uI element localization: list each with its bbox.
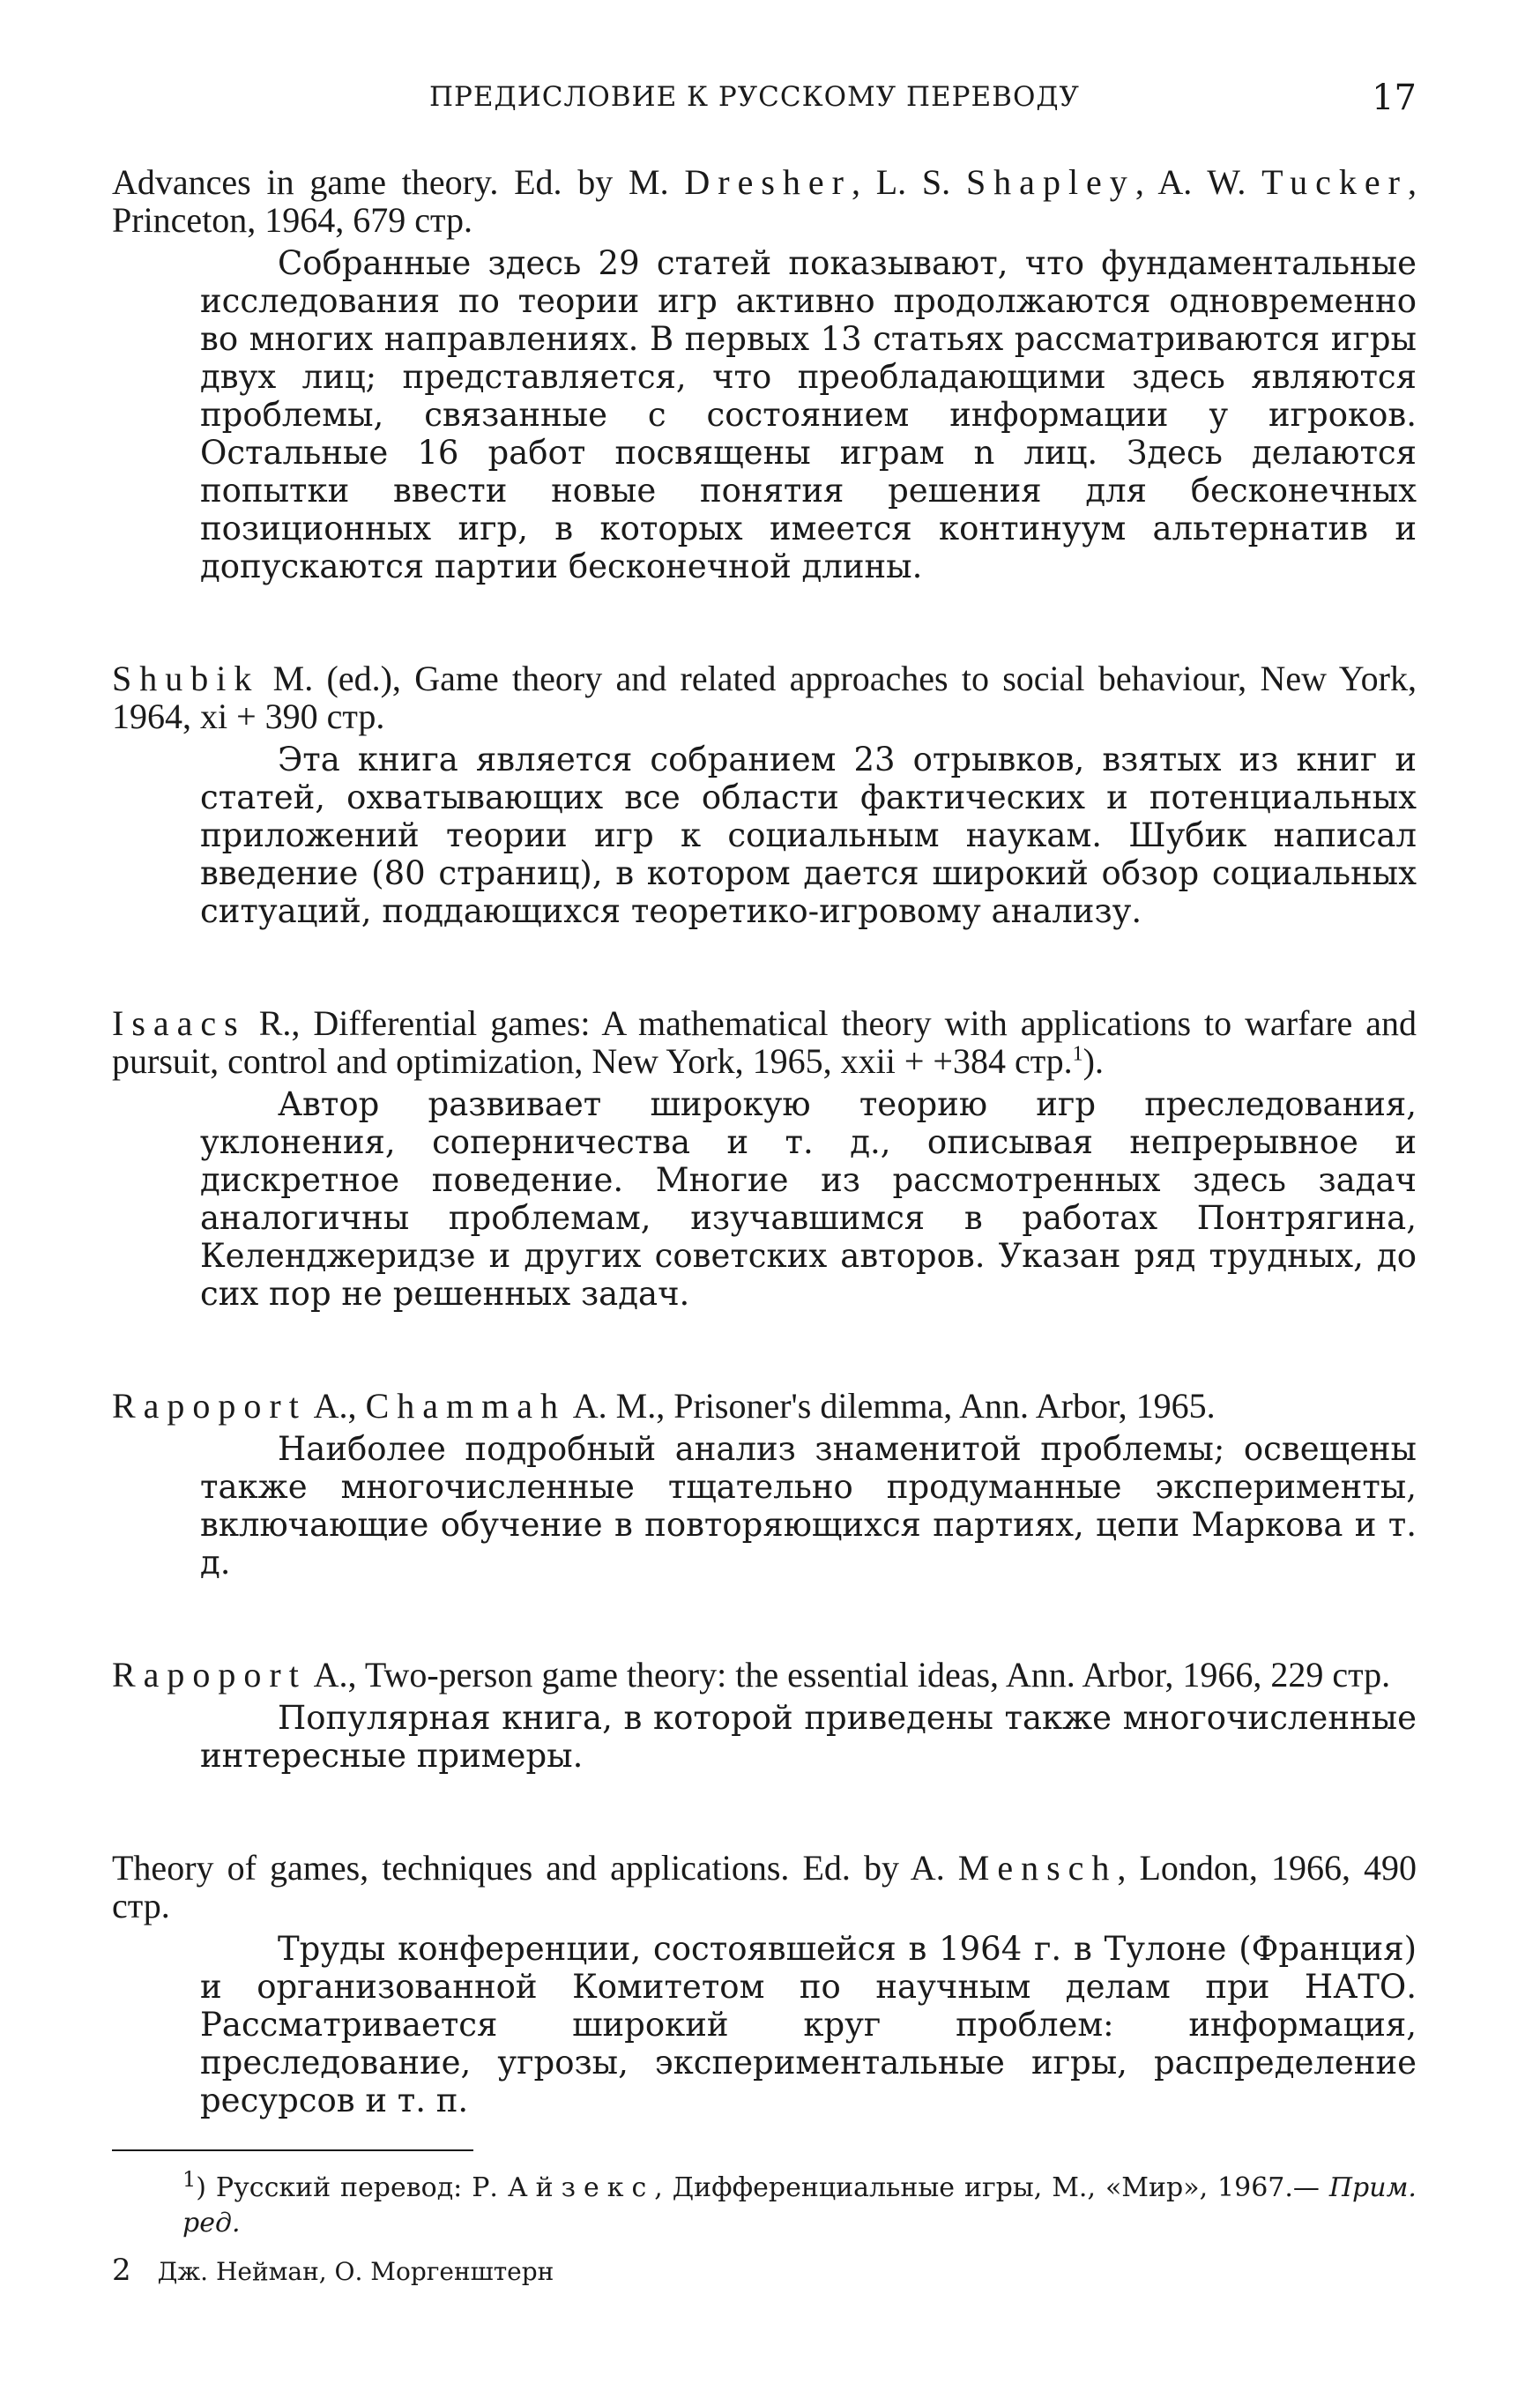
signature-text: Дж. Нейман, О. Моргенштерн <box>157 2257 554 2286</box>
footnote-marker: 1 <box>1072 1042 1083 1066</box>
entry-citation: Shubik M. (ed.), Game theory and related approaches to social behaviour, New York, 1964, xi + 390 стр. <box>112 659 1417 736</box>
spaced-author: Rapoport <box>112 1655 307 1695</box>
bibliography-entry <box>112 1656 1417 1775</box>
page-number: 17 <box>1372 78 1417 118</box>
spaced-author: Айзекс <box>507 2172 655 2203</box>
entry-citation: Theory of games, techniques and applications. Ed. by A. Mensch, London, 1966, 490 стр. <box>112 1848 1417 1925</box>
spaced-author: Mensch <box>957 1848 1118 1888</box>
running-head <box>112 78 1417 134</box>
entry-citation: Rapoport A., Two-person game theory: the essential ideas, Ann. Arbor, 1966, 229 стр. <box>112 1655 1391 1695</box>
printer-signature <box>112 2253 554 2288</box>
spaced-author: Rapoport <box>112 1386 307 1426</box>
footnote-divider <box>112 2149 473 2151</box>
running-title: ПРЕДИСЛОВИЕ К РУССКОМУ ПЕРЕВОДУ <box>429 81 1080 113</box>
bibliography-list <box>112 163 1417 2194</box>
bibliography-entry <box>112 1387 1417 1582</box>
footnote-number: 1 <box>182 2167 197 2192</box>
bibliography-entry <box>112 659 1417 930</box>
entry-annotation: Эта книга является собранием 23 отрывков, взятых из книг и статей, охватывающих все области фактических и потенциальных приложений теории игр к социальным наукам. Шубик написал введение (80 страниц), в котором дается широкий обзор социальных ситуаций, поддающихся теоретико-игровому анализу. <box>200 741 1417 930</box>
signature-number: 2 <box>112 2253 131 2288</box>
bibliography-entry <box>112 1849 1417 2119</box>
editor-note: Прим. ред. <box>182 2172 1417 2238</box>
entry-citation: Isaacs R., Differential games: A mathematical theory with applications to warfare and pursuit, control and optimization, New York, 1965, xxii + +384 стр.$^1$). <box>112 1003 1417 1081</box>
entry-annotation: Автор развивает широкую теорию игр преследования, уклонения, соперничества и т. д., описывая непрерывное и дискретное поведение. Многие из рассмотренных здесь задач аналогичны проблемам, изучавшимся в работах Понтрягина, Келенджеридзе и других советских авторов. Указан ряд трудных, до сих пор не решенных задач. <box>200 1085 1417 1313</box>
entry-annotation: Собранные здесь 29 статей показывают, что фундаментальные исследования по теории игр активно продолжаются одновременно во многих направлениях. В первых 13 статьях рассматриваются игры двух лиц; представляется, что преобладающими здесь являются проблемы, связанные с состоянием информации у игроков. Остальные 16 работ посвящены играм n лиц. Здесь делаются попытки ввести новые понятия решения для бесконечных позиционных игр, в которых имеется континуум альтернатив и допускаются партии бесконечной длины. <box>200 244 1417 585</box>
bibliography-entry <box>112 163 1417 585</box>
spaced-author: Isaacs <box>112 1003 246 1043</box>
spaced-author: Chammah <box>365 1386 566 1426</box>
entry-citation: Rapoport A., Chammah A. M., Prisoner's dilemma, Ann. Arbor, 1965. <box>112 1386 1216 1426</box>
entry-citation: Advances in game theory. Ed. by M. Dresher, L. S. Shapley, A. W. Tucker, Princeton, 1964, 679 стр. <box>112 162 1417 240</box>
spaced-author: Dresher <box>684 162 852 202</box>
entry-annotation: Наиболее подробный анализ знаменитой проблемы; освещены также многочисленные тщательно продуманные эксперименты, включающие обучение в повторяющихся партиях, цепи Маркова и т. д. <box>200 1430 1417 1582</box>
spaced-author: Tucker <box>1261 162 1408 202</box>
bibliography-entry <box>112 1004 1417 1313</box>
entry-annotation: Труды конференции, состоявшейся в 1964 г. в Тулоне (Франция) и организованной Комитетом по научным делам при НАТО. Рассматривается широкий круг проблем: информация, преследование, угрозы, экспериментальные игры, распределение ресурсов и т. п. <box>200 1930 1417 2119</box>
spaced-author: Shapley <box>965 162 1135 202</box>
footnote: $^1$) Русский перевод: Р. Айзекс, Дифференциальные игры, М., «Мир», 1967.— Прим. ред. <box>182 2167 1417 2238</box>
spaced-author: Shubik <box>112 659 260 698</box>
entry-annotation: Популярная книга, в которой приведены также многочисленные интересные примеры. <box>200 1699 1417 1775</box>
